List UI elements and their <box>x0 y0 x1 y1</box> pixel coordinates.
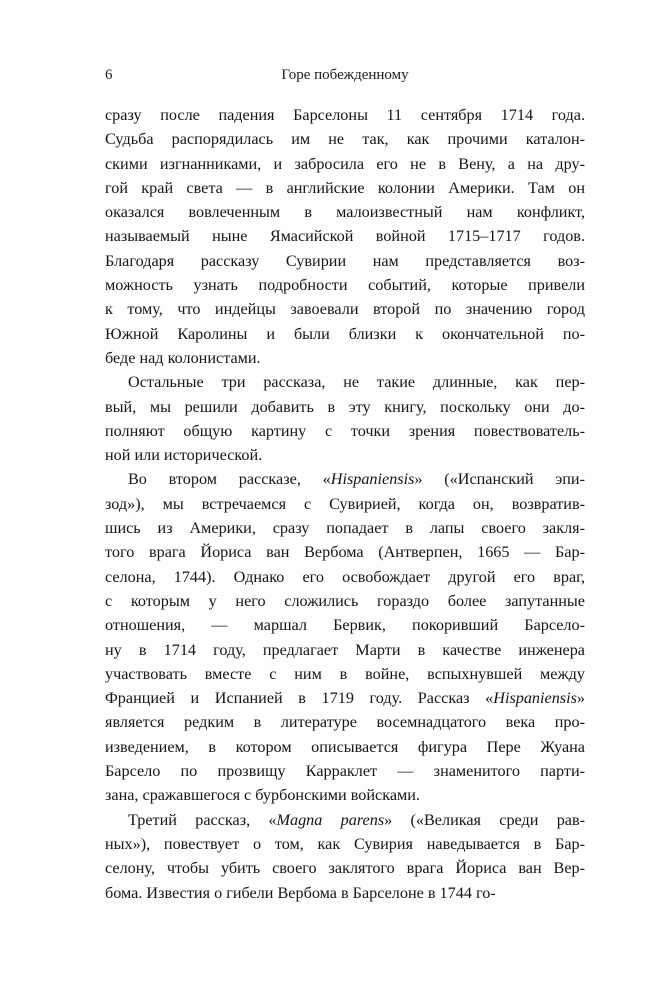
paragraph <box>105 103 585 370</box>
text-line: Остальные три рассказа, не такие длинные, как пер- <box>128 373 585 392</box>
italic-text: Hispaniensis <box>493 689 577 708</box>
text-block <box>105 103 585 905</box>
text-line: с которым у него сложились гораздо более запутанные <box>105 591 585 610</box>
text-line: можность узнать подробности событий, которые привели <box>105 276 585 295</box>
text-line: Третий рассказ, «Magna parens» («Великая среди рав- <box>128 810 585 829</box>
text-line: того врага Йориса ван Вербома (Антверпен, 1665 — Бар- <box>105 543 585 562</box>
text-line: к тому, что индейцы завоевали второй по значению город <box>105 300 585 319</box>
text-line: является редким в литературе восемнадцатого века про- <box>105 713 585 732</box>
text-line: полняют общую картину с точки зрения повествователь- <box>105 421 585 440</box>
text-line: Судьба распорядилась им не так, как прочими каталон- <box>105 130 585 149</box>
paragraph <box>105 370 585 467</box>
page-number: 6 <box>105 67 113 83</box>
text-line: изведением, в котором описывается фигура Пере Жуана <box>105 737 585 756</box>
text-line: беде над колонистами. <box>105 348 261 367</box>
italic-text: Magna parens <box>276 810 385 829</box>
text-line: вый, мы решили добавить в эту книгу, поскольку они до- <box>105 397 585 416</box>
text-line: участвовать вместе с ним в войне, вспыхнувшей между <box>105 664 585 683</box>
text-line: бома. Известия о гибели Вербома в Барселоне в 1744 го- <box>105 883 496 902</box>
text-line: Благодаря рассказу Сувирии нам представляется воз- <box>105 251 585 270</box>
running-title: Горе побежденному <box>281 67 409 83</box>
text-line: Южной Каролины и были близки к окончательной по- <box>105 324 585 343</box>
text-line: Францией и Испанией в 1719 году. Рассказ «Hispaniensis» <box>105 689 585 708</box>
text-line: селону, чтобы убить своего заклятого врага Йориса ван Вер- <box>105 859 585 878</box>
text-line: Барсело по прозвищу Карраклет — знаменитого парти- <box>105 762 585 781</box>
text-line: селона, 1744). Однако его освобождает другой его враг, <box>105 567 585 586</box>
text-line: ных»), повествует о том, как Сувирия наведывается в Бар- <box>105 834 585 853</box>
text-line: зана, сражавшегося с бурбонскими войсками. <box>105 786 420 805</box>
text-line: называемый ныне Ямасийской войной 1715–1717 годов. <box>105 227 585 246</box>
text-line: Во втором рассказе, «Hispaniensis» («Испанский эпи- <box>128 470 585 489</box>
text-line: гой край света — в английские колонии Америки. Там он <box>105 178 585 197</box>
text-line: ной или исторической. <box>105 446 263 465</box>
paragraph <box>105 808 585 905</box>
text-line: шись из Америки, сразу попадает в лапы своего закля- <box>105 519 585 538</box>
running-header <box>105 66 585 84</box>
text-line: сразу после падения Барселоны 11 сентября 1714 года. <box>105 106 585 124</box>
text-line: зод»), мы встречаемся с Сувирией, когда он, возвратив- <box>105 494 585 513</box>
text-line: скими изгнанниками, и забросила его не в Вену, а на дру- <box>105 154 585 173</box>
text-line: ну в 1714 году, предлагает Марти в качестве инженера <box>105 640 585 659</box>
text-line: отношения, — маршал Бервик, покоривший Барсело- <box>105 616 585 635</box>
paragraph <box>105 467 585 807</box>
italic-text: Hispaniensis <box>330 470 415 489</box>
text-line: оказался вовлеченным в малоизвестный нам конфликт, <box>105 203 585 222</box>
